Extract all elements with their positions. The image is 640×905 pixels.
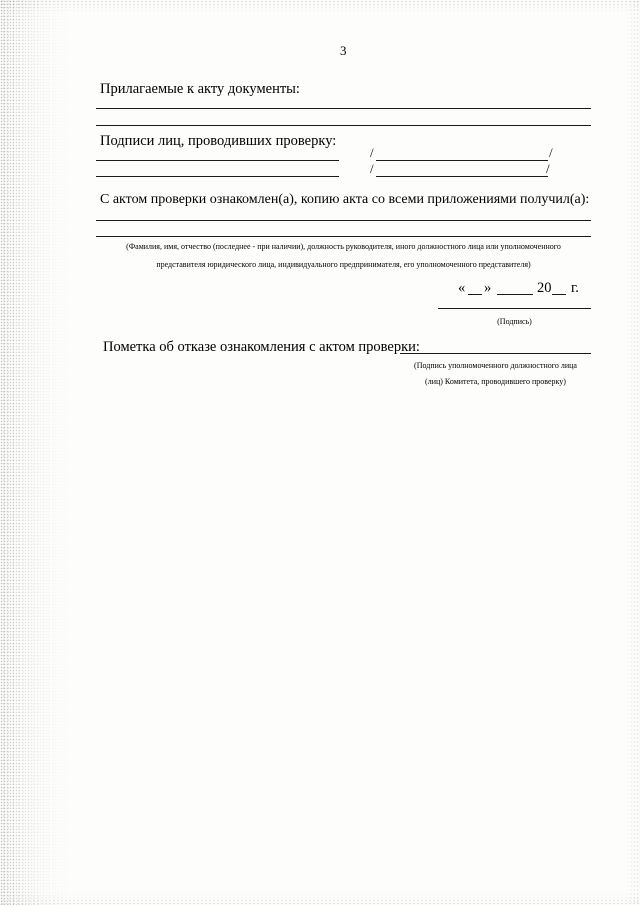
signature-slash-open-1: / — [370, 145, 374, 160]
date-suffix: г. — [571, 280, 579, 296]
page-number: 3 — [340, 43, 347, 58]
signature-line-left-1 — [96, 160, 339, 161]
acquaintance-label: С актом проверки ознакомлен(а), копию акта со всеми приложениями получил(а): — [100, 192, 590, 207]
attachments-label: Прилагаемые к акту документы: — [100, 81, 300, 97]
date-day-line — [468, 294, 482, 295]
acquaintance-caption-line-2: представителя юридического лица, индивидуального предпринимателя, его уполномоченного представителя) — [156, 260, 531, 269]
refusal-signature-line — [400, 353, 591, 354]
acquaintance-line-1 — [96, 220, 591, 221]
acquaintance-line-2 — [96, 236, 591, 237]
refusal-caption-line-1: (Подпись уполномоченного должностного лица — [414, 361, 577, 370]
signature-caption: (Подпись) — [497, 317, 532, 326]
signature-slash-close-1: / — [549, 145, 553, 160]
attachments-line-2 — [96, 125, 591, 126]
scan-noise-right — [624, 0, 640, 905]
signature-slash-close-2: / — [546, 161, 550, 176]
scan-noise-top — [0, 0, 640, 14]
acquaintance-caption-line-1: (Фамилия, имя, отчество (последнее - при наличии), должность руководителя, иного должностного лица или уполномоченного — [126, 242, 561, 251]
signatures-label: Подписи лиц, проводивших проверку: — [100, 133, 337, 149]
refusal-caption-line-2: (лиц) Комитета, проводившего проверку) — [425, 377, 566, 386]
signature-line-right-2 — [376, 176, 548, 177]
date-close-quote: » — [484, 280, 492, 296]
scan-noise-left — [0, 0, 70, 905]
date-year-line — [552, 294, 566, 295]
refusal-label: Пометка об отказе ознакомления с актом проверки: — [103, 339, 420, 355]
scan-noise-bottom — [0, 893, 640, 905]
signature-slash-open-2: / — [370, 161, 374, 176]
date-month-line — [497, 294, 533, 295]
date-year-prefix: 20 — [537, 280, 552, 296]
date-open-quote: « — [458, 280, 466, 296]
signature-line-right-1 — [376, 160, 548, 161]
signature-line-acquaintance — [438, 308, 591, 309]
signature-line-left-2 — [96, 176, 339, 177]
attachments-line-1 — [96, 108, 591, 109]
